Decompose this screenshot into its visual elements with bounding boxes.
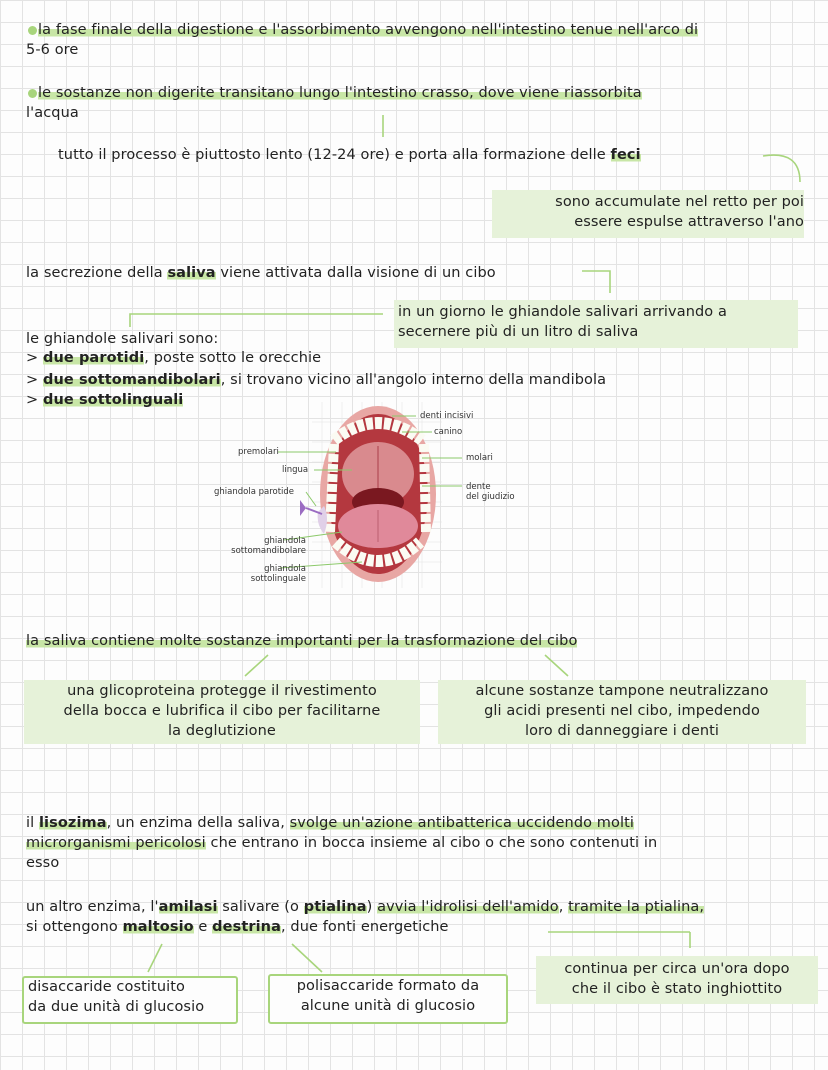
note-p2: le sostanze non digerite transitano lungo l'intestino crasso, dove viene riassorbita <box>38 85 642 101</box>
note-box-glicoproteina-line2: della bocca e lubrifica il cibo per facilitarne <box>63 703 381 719</box>
label-premolari: premolari <box>238 447 279 457</box>
note-p1: la fase finale della digestione e l'assorbimento avvengono nell'intestino tenue nell'arco di <box>38 22 699 38</box>
note-box-continua-line2: che il cibo è stato inghiottito <box>571 981 783 997</box>
note-box-glicoproteina-line1: una glicoproteina protegge il rivestimento <box>67 683 377 699</box>
note-box-maltosio-line1: disaccaride costituito <box>28 979 185 995</box>
note-box-feci-line1: sono accumulate nel retto per poi <box>555 194 804 210</box>
note-ghiandole-intro: le ghiandole salivari sono: <box>26 331 219 347</box>
label-molari: molari <box>466 453 493 463</box>
note-lisozima-line3: esso <box>26 855 60 871</box>
note-amilasi-line2: si ottengono maltosio e destrina, due fonti energetiche <box>26 919 449 935</box>
label-canino: canino <box>434 427 463 437</box>
list-item: > due parotidi, poste sotto le orecchie <box>26 350 322 366</box>
bullet-dot <box>28 89 37 98</box>
note-box-destrina-line1: polisaccaride formato da <box>296 978 480 994</box>
label-ghiandola-sottomandibolare: ghiandola sottomandibolare <box>231 536 306 556</box>
note-box-glicoproteina-line3: la deglutizione <box>168 723 276 739</box>
label-denti-incisivi: denti incisivi <box>420 411 474 421</box>
note-lisozima-line2: microrganismi pericolosi che entrano in bocca insieme al cibo o che sono contenuti in <box>26 835 658 851</box>
note-box-saliva-litro-line2: secernere più di un litro di saliva <box>398 324 639 340</box>
note-box-saliva-litro-line1: in un giorno le ghiandole salivari arrivando a <box>398 304 727 320</box>
label-ghiandola-parotide: ghiandola parotide <box>214 487 295 497</box>
note-box-feci-line2: essere espulse attraverso l'ano <box>574 214 804 230</box>
note-saliva-intro: la secrezione della saliva viene attivata dalla visione di un cibo <box>26 265 496 281</box>
bullet-dot <box>28 26 37 35</box>
note-p1-line2: 5-6 ore <box>26 42 79 58</box>
label-ghiandola-sottolinguale: ghiandola sottolinguale <box>250 564 306 584</box>
note-p3: tutto il processo è piuttosto lento (12-24 ore) e porta alla formazione delle feci <box>58 147 641 163</box>
note-box-destrina-line2: alcune unità di glucosio <box>300 998 476 1014</box>
note-box-maltosio-line2: da due unità di glucosio <box>28 999 205 1015</box>
label-lingua: lingua <box>282 465 309 475</box>
note-saliva-sostanze: la saliva contiene molte sostanze importanti per la trasformazione del cibo <box>26 633 578 649</box>
mouth-diagram <box>212 402 522 588</box>
list-item: > due sottomandibolari, si trovano vicino all'angolo interno della mandibola <box>26 372 607 388</box>
note-lisozima: il lisozima, un enzima della saliva, svolge un'azione antibatterica uccidendo molti <box>26 815 635 831</box>
note-box-tampone-line3: loro di danneggiare i denti <box>524 723 720 739</box>
note-p2-line2: l'acqua <box>26 105 79 121</box>
note-amilasi: un altro enzima, l'amilasi salivare (o ptialina) avvia l'idrolisi dell'amido, tramite la ptialina, <box>26 899 705 915</box>
note-box-continua-line1: continua per circa un'ora dopo <box>564 961 790 977</box>
note-box-tampone-line2: gli acidi presenti nel cibo, impedendo <box>484 703 760 719</box>
label-dente-giudizio: dente del giudizio <box>466 482 515 502</box>
list-item: > due sottolinguali <box>26 392 184 408</box>
note-box-tampone-line1: alcune sostanze tampone neutralizzano <box>475 683 769 699</box>
